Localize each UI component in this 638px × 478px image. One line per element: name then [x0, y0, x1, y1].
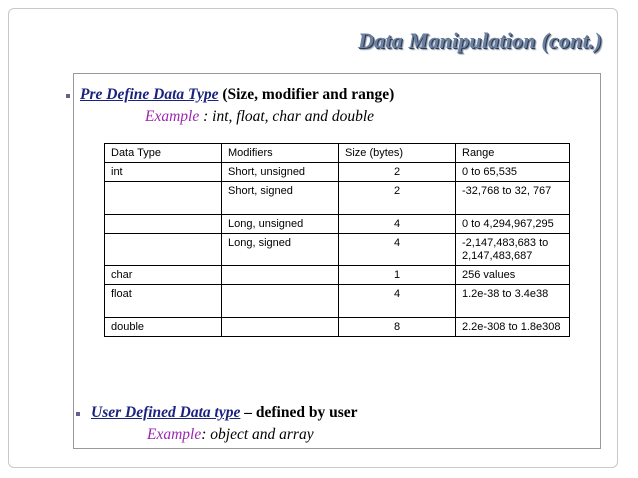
example-text: : object and array — [201, 426, 314, 443]
data-type-table — [104, 143, 570, 337]
example-text: : int, float, char and double — [199, 108, 375, 125]
cell-size: 1 — [339, 266, 456, 285]
cell-range: -2,147,483,683 to 2,147,483,687 — [456, 234, 570, 266]
bullet-icon — [66, 94, 70, 98]
user-defined-heading-rest: – defined by user — [240, 404, 358, 421]
example-label: Example — [147, 426, 202, 443]
table-header-row — [105, 144, 570, 163]
cell-size: 2 — [339, 182, 456, 215]
header-range: Range — [456, 144, 570, 163]
table-row — [105, 234, 570, 266]
cell-type: char — [105, 266, 222, 285]
cell-modifier: Long, signed — [222, 234, 339, 266]
cell-range: 2.2e-308 to 1.8e308 — [456, 318, 570, 337]
user-defined-heading — [91, 404, 358, 422]
cell-type: int — [105, 163, 222, 182]
cell-type — [105, 182, 222, 215]
table-row — [105, 266, 570, 285]
cell-size: 4 — [339, 234, 456, 266]
cell-size: 4 — [339, 285, 456, 318]
header-size: Size (bytes) — [339, 144, 456, 163]
slide-title: Data Manipulation (cont.) — [358, 28, 602, 53]
pre-define-link[interactable]: Pre Define Data Type — [80, 86, 219, 103]
table-row — [105, 318, 570, 337]
cell-range: -32,768 to 32, 767 — [456, 182, 570, 215]
cell-type — [105, 234, 222, 266]
header-data-type: Data Type — [105, 144, 222, 163]
table-row — [105, 215, 570, 234]
cell-size: 2 — [339, 163, 456, 182]
cell-modifier — [222, 266, 339, 285]
user-defined-link[interactable]: User Defined Data type — [91, 404, 241, 421]
pre-define-heading — [80, 86, 394, 104]
table-row — [105, 285, 570, 318]
pre-define-heading-rest: (Size, modifier and range) — [218, 86, 395, 103]
example-label: Example — [145, 108, 200, 125]
bullet-icon — [76, 412, 80, 416]
cell-range: 1.2e-38 to 3.4e38 — [456, 285, 570, 318]
cell-range: 0 to 65,535 — [456, 163, 570, 182]
cell-range: 0 to 4,294,967,295 — [456, 215, 570, 234]
table-row — [105, 182, 570, 215]
cell-type — [105, 215, 222, 234]
cell-range: 256 values — [456, 266, 570, 285]
cell-type: double — [105, 318, 222, 337]
cell-type: float — [105, 285, 222, 318]
cell-modifier: Long, unsigned — [222, 215, 339, 234]
cell-modifier — [222, 285, 339, 318]
cell-modifier: Short, signed — [222, 182, 339, 215]
example-line-1 — [145, 108, 374, 126]
cell-modifier: Short, unsigned — [222, 163, 339, 182]
cell-size: 8 — [339, 318, 456, 337]
header-modifiers: Modifiers — [222, 144, 339, 163]
table-row — [105, 163, 570, 182]
example-line-2 — [147, 426, 314, 444]
cell-size: 4 — [339, 215, 456, 234]
cell-modifier — [222, 318, 339, 337]
